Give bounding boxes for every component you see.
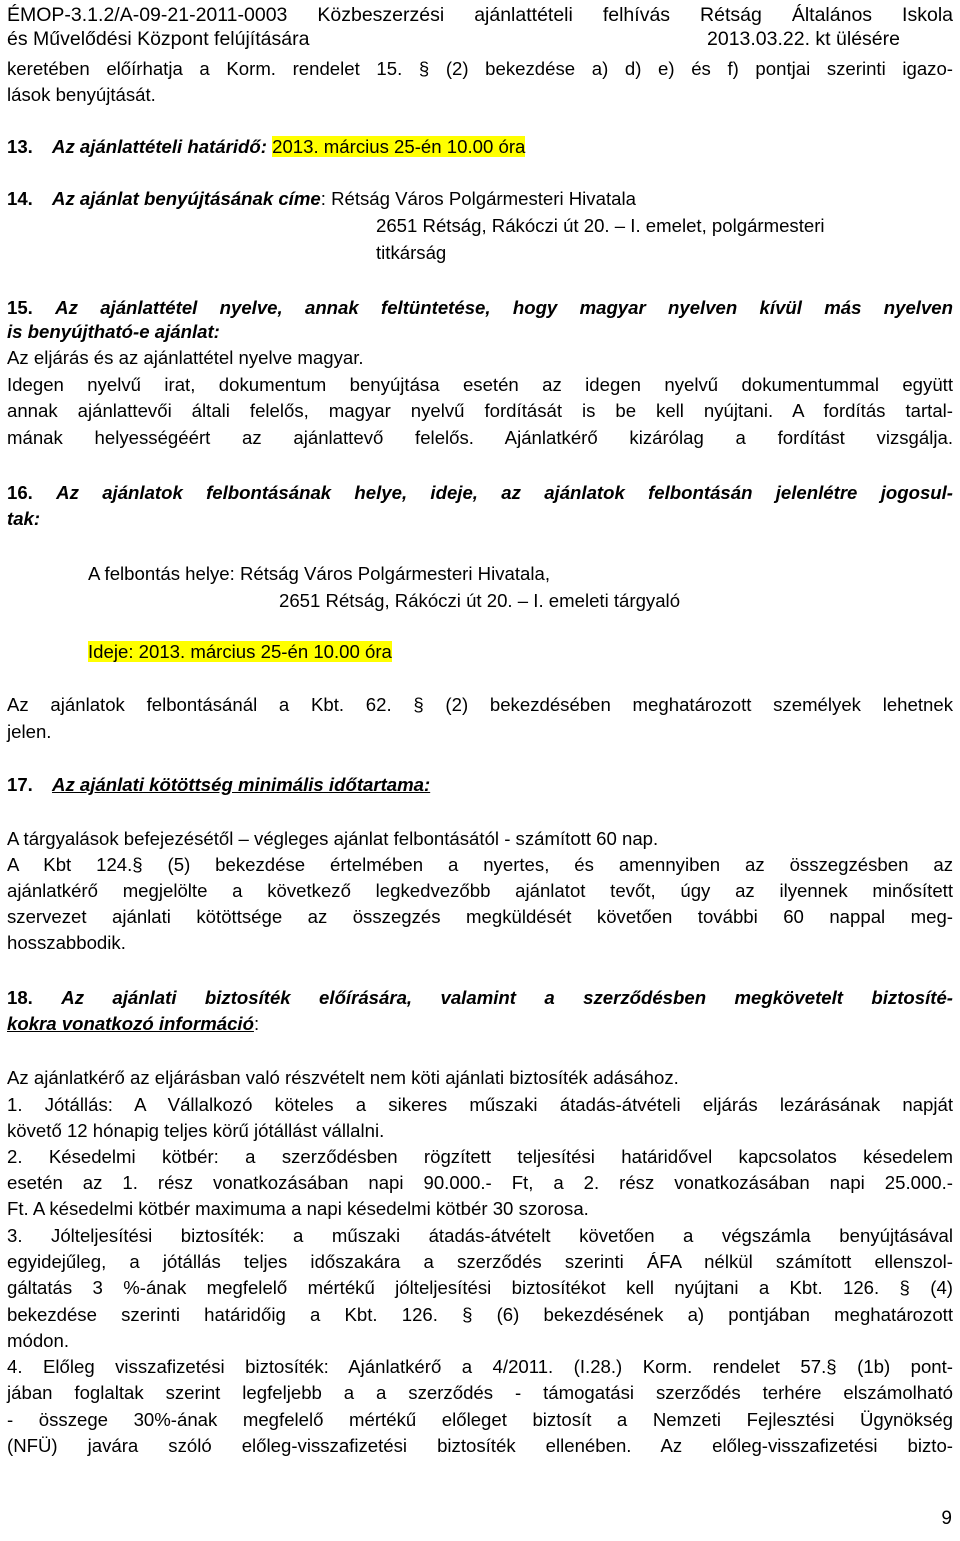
section-13-number: 13. xyxy=(7,136,33,157)
section-15-para-1: Az eljárás és az ajánlattétel nyelve magyar. xyxy=(7,347,364,368)
section-14 xyxy=(7,187,953,210)
section-17-title xyxy=(7,773,953,796)
section-18-line: követő 12 hónapig teljes körű jótállást vállalni. xyxy=(7,1120,385,1141)
section-17-para-3: ajánlatkérő megjelölte a következő legkedvezőbb ajánlatot tevőt, úgy az ilyennek minősített xyxy=(7,880,953,901)
section-18-title-2 xyxy=(7,1012,953,1035)
section-18-title-text: Az ajánlati biztosíték előírására, valamint a szerződésben megkövetelt biztosíté- xyxy=(61,987,953,1008)
section-18-colon: : xyxy=(253,1013,260,1034)
section-14-number: 14. xyxy=(7,188,33,209)
section-17-para-2: A Kbt 124.§ (5) bekezdése értelmében a nyertes, és amennyiben az összegzésben az xyxy=(7,854,953,875)
section-14-address-4: titkárság xyxy=(376,242,447,263)
section-18-title-1 xyxy=(7,986,953,1009)
section-16-title-1 xyxy=(7,481,953,504)
section-13-title: Az ajánlattételi határidő: xyxy=(52,136,267,157)
section-16-time: Ideje: 2013. március 25-én 10.00 óra xyxy=(88,641,392,662)
section-16-place-line-2 xyxy=(279,589,680,612)
section-18-line: 3. Jólteljesítési biztosíték: a műszaki átadás-átvételt követően a végszámla benyújtásával xyxy=(7,1225,953,1246)
section-16-place-1: A felbontás helye: Rétság Város Polgármesteri Hivatala, xyxy=(88,563,550,584)
section-16-place-2: 2651 Rétság, Rákóczi út 20. xyxy=(279,590,513,611)
section-18-line: 2. Késedelmi kötbér: a szerződésben rögzített teljesítési határidővel kapcsolatos késedelem xyxy=(7,1146,953,1167)
section-15-title-text: Az ajánlattétel nyelve, annak feltüntetése, hogy magyar nyelven kívül más nyelven xyxy=(55,297,953,318)
section-16-time-line xyxy=(88,640,392,663)
section-14-address-3: I. emelet, polgármesteri xyxy=(630,215,825,236)
section-14-address-2: 2651 Rétság, Rákóczi út 20. xyxy=(376,215,610,236)
intro-line-1: keretében előírhatja a Korm. rendelet 15. § (2) bekezdése a) d) e) és f) pontjai szerinti igazo- xyxy=(7,58,953,79)
header-subtitle: és Művelődési Központ felújítására xyxy=(7,28,310,50)
section-18-line: - összege 30%-ának megfelelő mértékű előleget biztosít a Nemzeti Fejlesztési Ügynökség xyxy=(7,1409,953,1430)
section-15-para-2: Idegen nyelvű irat, dokumentum benyújtása esetén az idegen nyelvű dokumentummal együtt xyxy=(7,374,953,395)
section-16-place-3: I. emeleti tárgyaló xyxy=(533,590,681,611)
section-13 xyxy=(7,135,953,158)
header-line-1: ÉMOP-3.1.2/A-09-21-2011-0003 Közbeszerzési ajánlattételi felhívás Rétság Általános Iskola xyxy=(7,4,953,26)
section-16-number: 16. xyxy=(7,482,33,503)
header-line-2 xyxy=(7,28,953,51)
section-15-para-3: annak ajánlattevői általi felelős, magyar nyelvű fordítását is be kell nyújtani. A fordítás tartal- xyxy=(7,400,953,421)
section-14-colon: : xyxy=(320,188,326,209)
section-18-line: Az ajánlatkérő az eljárásban való részvételt nem köti ajánlati biztosíték adásához. xyxy=(7,1067,679,1088)
section-18-title-2-text: kokra vonatkozó információ xyxy=(7,1013,254,1034)
section-16-para-1: Az ajánlatok felbontásánál a Kbt. 62. § (2) bekezdésében meghatározott személyek lehetnek xyxy=(7,694,953,715)
page-number: 9 xyxy=(941,1508,952,1529)
section-16-dash: – xyxy=(517,590,529,611)
section-14-address-line-2 xyxy=(376,214,825,237)
section-15-number: 15. xyxy=(7,297,33,318)
section-18-line: egyidejűleg, a jótállás teljes időszakára a szerződés szerinti ÁFA nélkül számított ellenszol- xyxy=(7,1251,953,1272)
section-18-line: módon. xyxy=(7,1330,70,1351)
section-17-para-1: A tárgyalások befejezésétől – végleges ajánlat felbontásától - számított 60 nap. xyxy=(7,828,659,849)
section-18-number: 18. xyxy=(7,987,33,1008)
section-17-para-5: hosszabbodik. xyxy=(7,932,126,953)
section-15-para-4: mának helyességéért az ajánlattevő felelős. Ajánlatkérő kizárólag a fordítást vizsgálja. xyxy=(7,427,953,448)
section-15-title-1 xyxy=(7,296,953,319)
section-18-line: bekezdése szerinti határidőig a Kbt. 126. § (6) bekezdésének a) pontjában meghatározott xyxy=(7,1304,953,1325)
section-16-para-2: jelen. xyxy=(7,721,52,742)
section-18-line: esetén az 1. rész vonatkozásában napi 90.000.- Ft, a 2. rész vonatkozásában napi 25.000.- xyxy=(7,1172,953,1193)
section-17-para-4: szervezet ajánlati kötöttsége az összegzés megküldését követően további 60 nappal meg- xyxy=(7,906,953,927)
section-18-line: 4. Előleg visszafizetési biztosíték: Ajánlatkérő a 4/2011. (I.28.) Korm. rendelet 57.§ (1b) pont- xyxy=(7,1356,953,1377)
section-18-line: jában foglaltak szerint legfeljebb a a szerződés - támogatási szerződés terhére elszámolható xyxy=(7,1382,953,1403)
section-18-line: 1. Jótállás: A Vállalkozó köteles a sikeres műszaki átadás-átvételi eljárás lezárásának napját xyxy=(7,1094,953,1115)
section-14-dash: – xyxy=(614,215,626,236)
section-16-title-text: Az ajánlatok felbontásának helye, ideje, az ajánlatok felbontásán jelenlétre jogosul- xyxy=(56,482,953,503)
intro-line-2: lások benyújtását. xyxy=(7,84,156,105)
section-13-deadline: 2013. március 25-én 10.00 óra xyxy=(272,136,526,157)
section-15-title-2: is benyújtható-e ajánlat: xyxy=(7,321,220,342)
section-14-title: Az ajánlat benyújtásának címe xyxy=(52,188,321,209)
section-18-line: gáltatás 3 %-ának megfelelő mértékű jólteljesítési biztosítékot kell nyújtani a Kbt. 126. § (4) xyxy=(7,1277,953,1298)
header-meeting-date: 2013.03.22. kt ülésére xyxy=(707,28,900,50)
section-16-title-2: tak: xyxy=(7,508,41,529)
section-17-number: 17. xyxy=(7,774,33,795)
section-14-address-1: Rétság Város Polgármesteri Hivatala xyxy=(331,188,636,209)
section-17-title-text: Az ajánlati kötöttség minimális időtartama: xyxy=(52,774,431,795)
section-18-line: Ft. A késedelmi kötbér maximuma a napi késedelmi kötbér 30 szorosa. xyxy=(7,1198,589,1219)
section-18-line: (NFÜ) javára szóló előleg-visszafizetési biztosíték ellenében. Az előleg-visszafizetési bizto- xyxy=(7,1435,953,1456)
